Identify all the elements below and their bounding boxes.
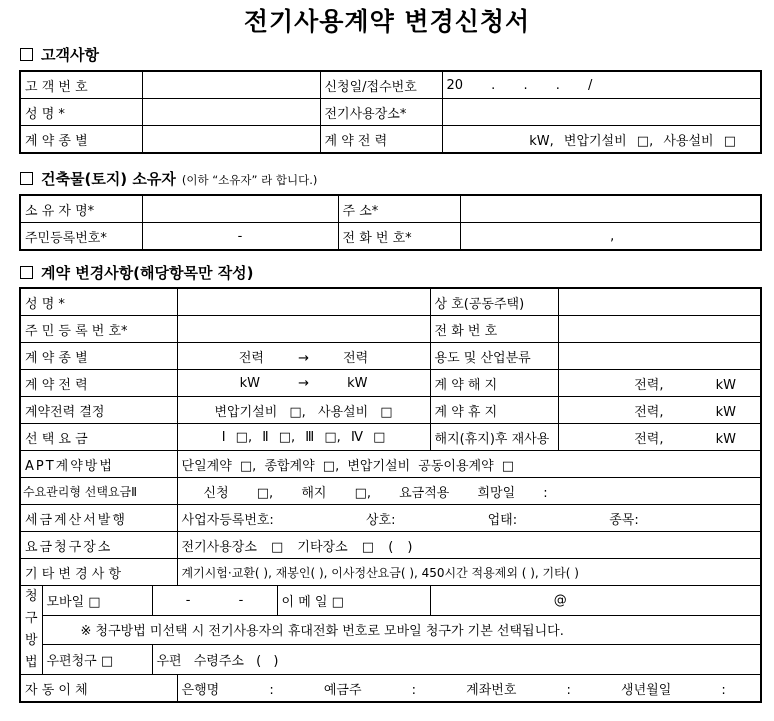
field-suspend[interactable]: 전력, kW xyxy=(558,397,761,424)
field-mobile[interactable]: - - xyxy=(152,586,277,616)
label-demand-rate: 수요관리형 선택요금Ⅱ xyxy=(20,478,177,505)
section-owner-note: (이하 “소유자” 라 합니다.) xyxy=(181,173,318,187)
customer-table xyxy=(19,70,762,154)
section-owner-header xyxy=(20,168,317,189)
label-change-phone: 전 화 번 호 xyxy=(430,316,558,343)
field-post[interactable]: 우편 수령주소 ( ) xyxy=(152,645,761,675)
field-cancel[interactable]: 전력, kW xyxy=(558,370,761,397)
label-apt-method: APT계약방법 xyxy=(20,451,177,478)
section-change-header xyxy=(20,262,254,283)
label-apply-date: 신청일/접수번호 xyxy=(320,71,442,99)
field-apply-date[interactable]: 20 . . . / xyxy=(442,71,761,99)
field-usage-class[interactable] xyxy=(558,343,761,370)
field-change-contract-type[interactable]: 전력 → 전력 xyxy=(177,343,430,370)
section-owner-title: 건축물(토지) 소유자 xyxy=(41,170,176,188)
field-tax-invoice[interactable]: 사업자등록번호: 상호: 업태: 종목: xyxy=(177,505,761,532)
field-power-decision[interactable]: 변압기설비 □, 사용설비 □ xyxy=(177,397,430,424)
label-reuse: 해지(휴지)후 재사용 xyxy=(430,424,558,451)
label-owner-address: 주 소* xyxy=(338,195,460,223)
label-contract-type: 계 약 종 별 xyxy=(20,126,142,154)
section-change-title: 계약 변경사항(해당항목만 작성) xyxy=(41,264,254,282)
section-checkbox-icon xyxy=(20,266,33,279)
billing-note: ※ 청구방법 미선택 시 전기사용자의 휴대전화 번호로 모바일 청구가 기본 선택됩니다. xyxy=(42,615,761,645)
change-table xyxy=(19,287,762,703)
field-demand-rate[interactable]: 신청 □, 해지 □, 요금적용 희망일 : xyxy=(177,478,761,505)
field-customer-no[interactable] xyxy=(142,71,320,99)
label-owner-phone: 전 화 번 호* xyxy=(338,223,460,251)
label-billing-method: 청구방법 xyxy=(20,586,42,675)
field-billing-place[interactable]: 전기사용장소 □ 기타장소 □ ( ) xyxy=(177,532,761,559)
label-customer-no: 고 객 번 호 xyxy=(20,71,142,99)
label-contract-power: 계 약 전 력 xyxy=(320,126,442,154)
field-contract-type[interactable] xyxy=(142,126,320,154)
label-suspend: 계 약 휴 지 xyxy=(430,397,558,424)
field-owner-phone[interactable]: , xyxy=(460,223,761,251)
label-usage-class: 용도 및 산업분류 xyxy=(430,343,558,370)
field-change-resident-no[interactable] xyxy=(177,316,430,343)
label-email: 이 메 일 □ xyxy=(277,586,430,616)
label-owner-resident-no: 주민등록번호* xyxy=(20,223,142,251)
label-change-name: 성 명 * xyxy=(20,288,177,316)
label-owner-name: 소 유 자 명* xyxy=(20,195,142,223)
field-use-place[interactable] xyxy=(442,99,761,126)
label-rate-select: 선 택 요 금 xyxy=(20,424,177,451)
label-mobile: 모바일 □ xyxy=(42,586,152,616)
field-customer-name[interactable] xyxy=(142,99,320,126)
label-tax-invoice: 세금계산서발행 xyxy=(20,505,177,532)
field-company[interactable] xyxy=(558,288,761,316)
field-apt-method[interactable]: 단일계약 □, 종합계약 □, 변압기설비 공동이용계약 □ xyxy=(177,451,761,478)
field-owner-name[interactable] xyxy=(142,195,338,223)
field-change-phone[interactable] xyxy=(558,316,761,343)
field-rate-select[interactable]: Ⅰ □, Ⅱ □, Ⅲ □, Ⅳ □ xyxy=(177,424,430,451)
label-change-contract-power: 계 약 전 력 xyxy=(20,370,177,397)
field-owner-address[interactable] xyxy=(460,195,761,223)
page-title: 전기사용계약 변경신청서 xyxy=(243,7,531,36)
section-checkbox-icon xyxy=(20,172,33,185)
field-contract-power[interactable]: kW, 변압기설비 □, 사용설비 □ xyxy=(442,126,761,154)
field-change-contract-power[interactable]: kW → kW xyxy=(177,370,430,397)
field-change-name[interactable] xyxy=(177,288,430,316)
label-auto-transfer: 자 동 이 체 xyxy=(20,675,177,703)
label-change-resident-no: 주 민 등 록 번 호* xyxy=(20,316,177,343)
section-checkbox-icon xyxy=(20,48,33,61)
section-customer-header xyxy=(20,44,99,65)
label-other-change: 기 타 변 경 사 항 xyxy=(20,559,177,586)
label-post: 우편청구 □ xyxy=(42,645,152,675)
label-power-decision: 계약전력 결정 xyxy=(20,397,177,424)
field-auto-transfer[interactable]: 은행명 : 예금주 : 계좌번호 : 생년월일 : xyxy=(177,675,761,703)
label-use-place: 전기사용장소* xyxy=(320,99,442,126)
owner-table xyxy=(19,194,762,251)
section-customer-title: 고객사항 xyxy=(41,46,99,64)
label-cancel: 계 약 해 지 xyxy=(430,370,558,397)
field-email[interactable]: @ xyxy=(430,586,761,616)
label-change-contract-type: 계 약 종 별 xyxy=(20,343,177,370)
label-company: 상 호(공동주택) xyxy=(430,288,558,316)
field-owner-resident-no[interactable]: - xyxy=(142,223,338,251)
field-reuse[interactable]: 전력, kW xyxy=(558,424,761,451)
label-billing-place: 요금청구장소 xyxy=(20,532,177,559)
field-other-change[interactable]: 계기시험·교환( ), 재봉인( ), 이사정산요금( ), 450시간 적용제외 ( ), 기타( ) xyxy=(177,559,761,586)
label-customer-name: 성 명 * xyxy=(20,99,142,126)
